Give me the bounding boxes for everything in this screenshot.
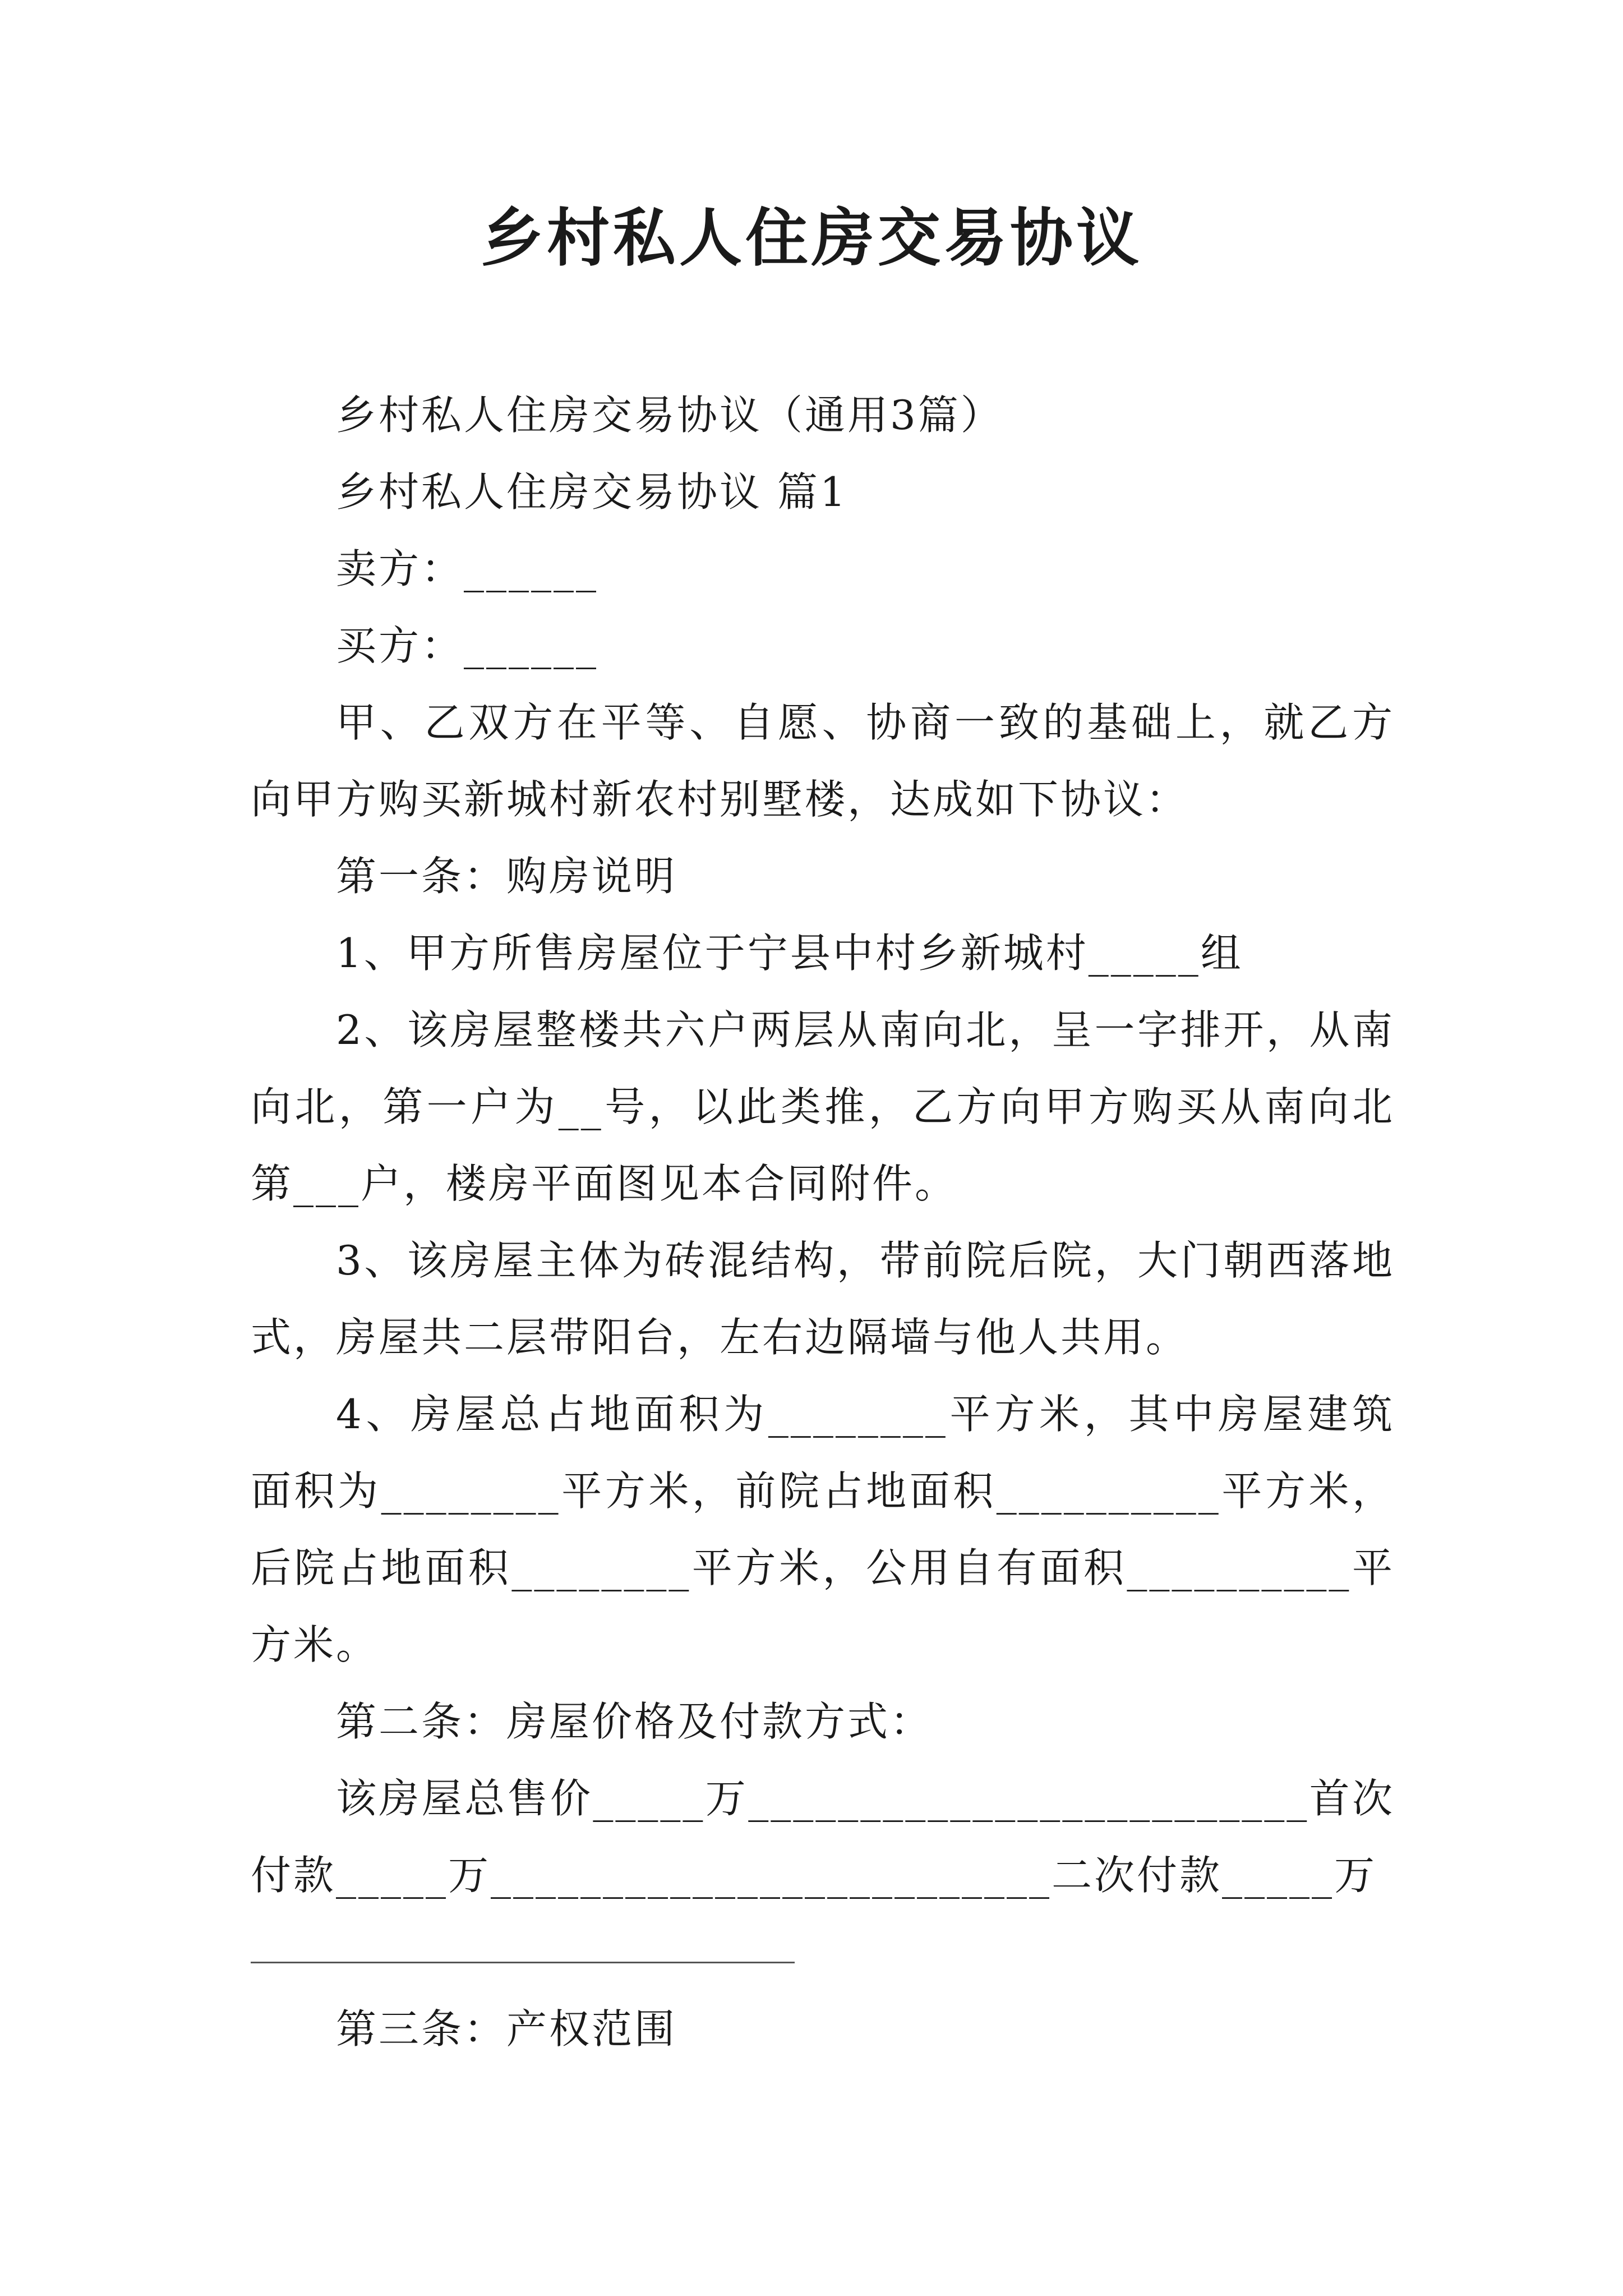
- paragraph-clause-3: 3、该房屋主体为砖混结构，带前院后院，大门朝西落地式，房屋共二层带阳台，左右边隔墙与他人共用。: [251, 1237, 1395, 1361]
- paragraph-buyer: 买方：______: [336, 622, 599, 669]
- paragraph-clause-1: 1、甲方所售房屋位于宁县中村乡新城村_____组: [336, 930, 1243, 977]
- paragraph-part-heading: 乡村私人住房交易协议 篇1: [336, 468, 848, 516]
- document-title: 乡村私人住房交易协议: [481, 201, 1142, 275]
- paragraph-seller: 卖方：______: [336, 545, 599, 592]
- paragraph-clause-4: 4、房屋总占地面积为________平方米，其中房屋建筑面积为________平方米，前院占地面积__________平方米，后院占地面积________平方米，公用自有面积__________平方米。: [251, 1391, 1395, 1668]
- signature-blank-line: [251, 1914, 1395, 1991]
- paragraph-clause-2: 2、该房屋整楼共六户两层从南向北，呈一字排开，从南向北，第一户为__号，以此类推，乙方向甲方购买从南向北第___户，楼房平面图见本合同附件。: [251, 1006, 1395, 1207]
- paragraph-subtitle: 乡村私人住房交易协议（通用3篇）: [336, 392, 1003, 439]
- document-body: [251, 377, 1395, 2068]
- paragraph-preamble: 甲、乙双方在平等、自愿、协商一致的基础上，就乙方向甲方购买新城村新农村别墅楼，达成如下协议：: [251, 699, 1395, 823]
- paragraph-price: 该房屋总售价_____万_________________________首次付款_____万_________________________二次付款_____万: [251, 1775, 1395, 1899]
- blank-rule: [251, 1962, 795, 1963]
- paragraph-article-1-heading: 第一条：购房说明: [336, 853, 677, 900]
- paragraph-article-3-heading: 第三条：产权范围: [336, 2005, 677, 2053]
- paragraph-article-2-heading: 第二条：房屋价格及付款方式：: [336, 1698, 933, 1745]
